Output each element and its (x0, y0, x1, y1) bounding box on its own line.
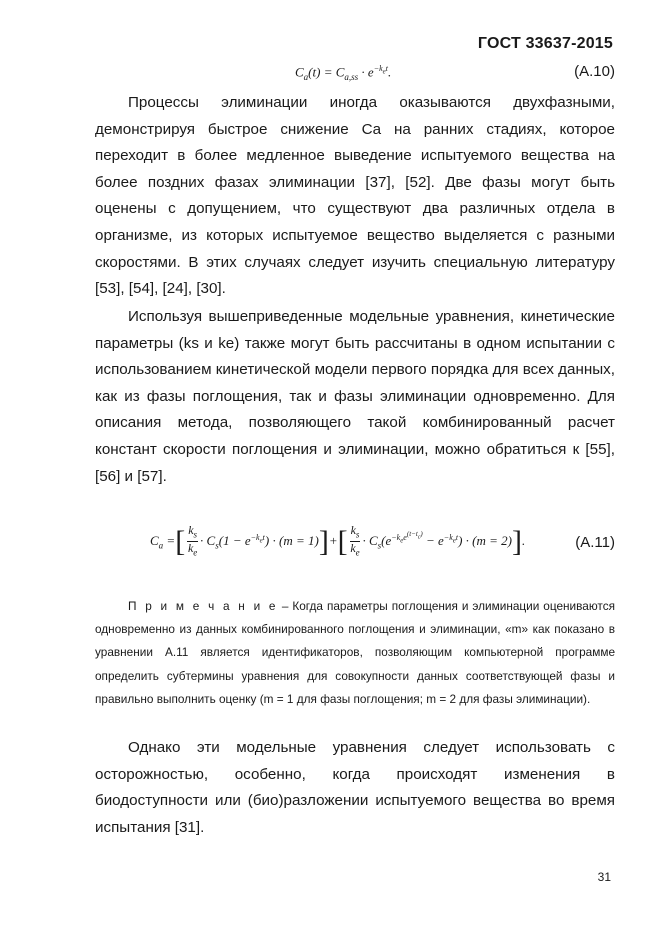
equation-a10-number: (А.10) (574, 63, 615, 80)
paragraph-kinetic-parameters (95, 304, 615, 490)
paragraph-2-text: Используя вышеприведенные модельные уравнения, кинетические параметры (ks и ke) также могут быть рассчитаны в одном испытании с использованием кинетической модели первого порядка для всех данных, как из фазы поглощения, так и фазы элиминации одновременно. Для описания метода, позволяющего такой комбинированный расчет констант скорости поглощения и элиминации, можно обратиться к [55], [56] и [57]. (95, 308, 615, 485)
paragraph-caution (95, 735, 615, 841)
paragraph-elimination-biphasic (95, 90, 615, 303)
paragraph-3-text: Однако эти модельные уравнения следует использовать с осторожностью, особенно, когда происходят изменения в биодоступности или (био)разложении испытуемого вещества во время испытания [31]. (95, 739, 615, 836)
note-block (95, 595, 615, 711)
equation-a11 (95, 522, 615, 566)
equation-a11-formula: $C_a$ =[ $\frac{k_s}{k_e}$ · $C_s(1 - e^{-k_et}) \cdot (m = 1)]+$[ $\frac{k_s}{k_e}$ · $C_s(e^{-k_ee^{(t-t_c)}} - e^{-k_et}) \cdot (m = 2)$]. (150, 523, 526, 558)
equation-a11-number: (А.11) (575, 534, 615, 551)
paragraph-1-text: Процессы элиминации иногда оказываются двухфазными, демонстрируя быстрое снижение Cа на ранних стадиях, которое переходит в более медленное выведение испытуемого вещества на более поздних фазах элиминации [37], [52]. Две фазы могут быть оценены с допущением, что существуют два различных отдела в организме, из которых испытуемое вещество выделяется с разными скоростями. В этих случаях следует изучить специальную литературу [53], [54], [24], [30]. (95, 94, 615, 298)
note-label: П р и м е ч а н и е (128, 599, 278, 613)
document-header: ГОСТ 33637-2015 (477, 35, 613, 52)
equation-a10-formula: $C_a(t) = C_{a,ss} \cdot e^{-k_et}$. (295, 64, 392, 82)
page-number: 31 (597, 870, 611, 884)
equation-a10 (95, 60, 615, 84)
note-text: – Когда параметры поглощения и элиминации оцениваются одновременно из данных комбинированного поглощения и элиминации, «m» как показано в уравнении А.11 является идентификаторов, позволяющим компьютерной программе определить субтермины уравнения для совокупности данных соответствующей фазы и правильно выполнить оценку (m = 1 для фазы поглощения; m = 2 для фазы элиминации). (95, 599, 615, 706)
